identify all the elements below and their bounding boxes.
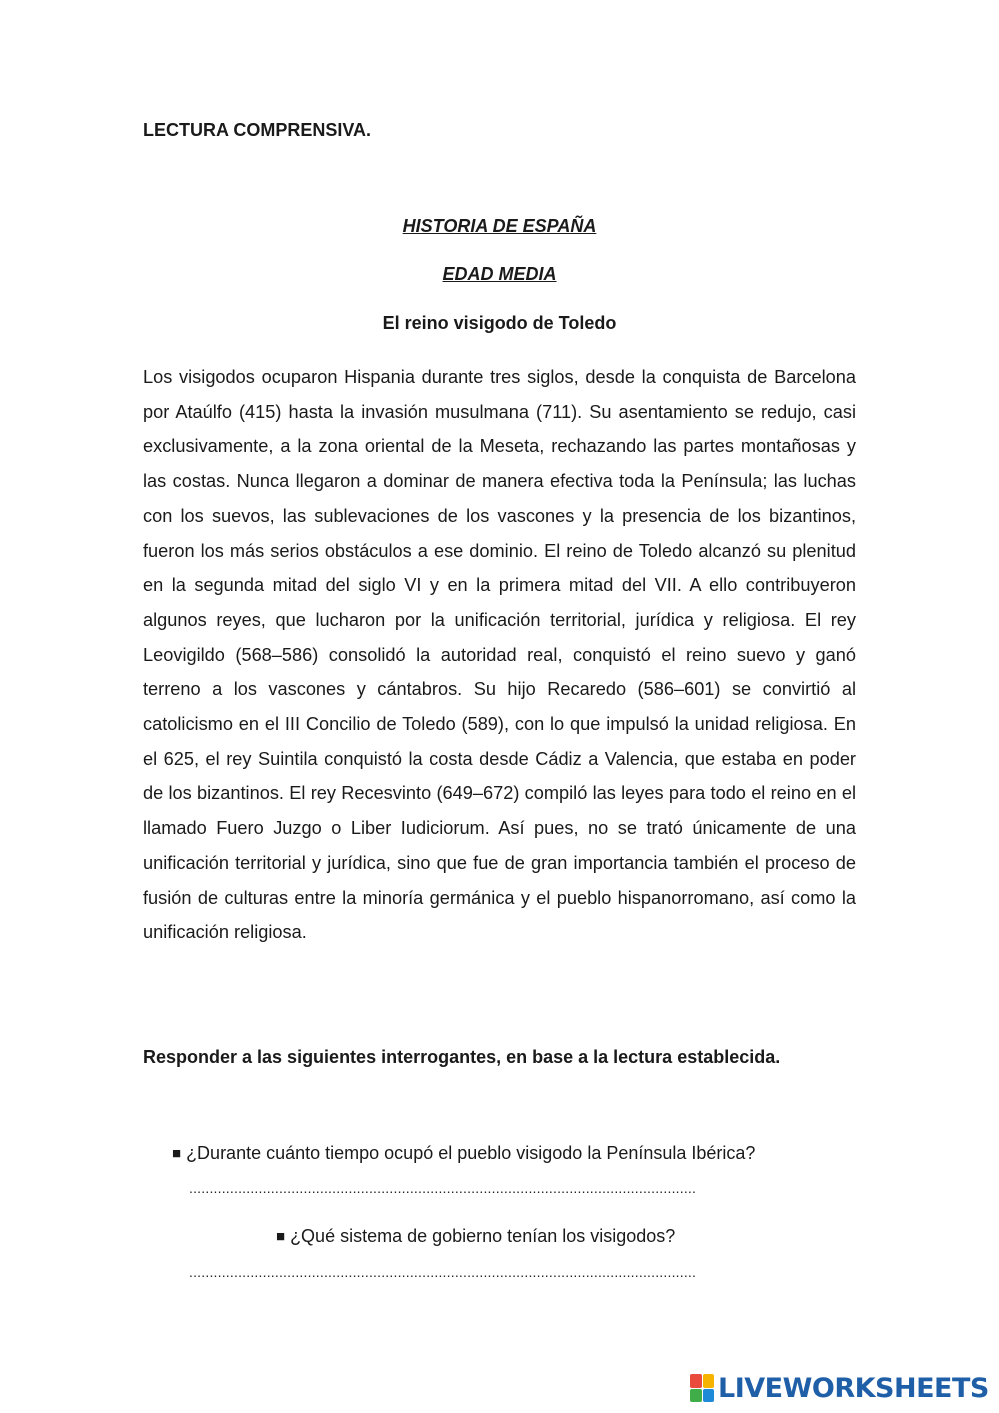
question-1-text: ¿Durante cuánto tiempo ocupó el pueblo visigodo la Península Ibérica? xyxy=(186,1143,756,1163)
bullet-icon: ■ xyxy=(276,1228,286,1245)
answer-field-2[interactable]: ............................................................................................................................ xyxy=(189,1264,697,1280)
reading-passage: Los visigodos ocuparon Hispania durante tres siglos, desde la conquista de Barcelona por Ataúlfo (415) hasta la invasión musulmana (711). Su asentamiento se redujo, casi exclusivamente, a la zona oriental de la Meseta, rechazando las partes montañosas y las costas. Nunca llegaron a dominar de manera efectiva toda la Península; las luchas con los suevos, las sublevaciones de los vascones y la presencia de los bizantinos, fueron los más serios obstáculos a ese dominio. El reino de Toledo alcanzó su plenitud en la segunda mitad del siglo VI y en la primera mitad del VII. A ello contribuyeron algunos reyes, que lucharon por la unificación territorial, jurídica y religiosa. El rey Leovigildo (568–586) consolidó la autoridad real, conquistó el reino suevo y ganó terreno a los vascones y cántabros. Su hijo Recaredo (586–601) se convirtió al catolicismo en el III Concilio de Toledo (589), con lo que impulsó la unidad religiosa. En el 625, el rey Suintila conquistó la costa desde Cádiz a Valencia, que estaba en poder de los bizantinos. El rey Recesvinto (649–672) compiló las leyes para todo el reino en el llamado Fuero Juzgo o Liber Iudiciorum. Así pues, no se trató únicamente de una unificación territorial y jurídica, sino que fue de gran importancia también el proceso de fusión de culturas entre la minoría germánica y el pueblo hispanorromano, así como la unificación religiosa. xyxy=(143,367,856,943)
main-title: HISTORIA DE ESPAÑA xyxy=(402,216,597,236)
question-2 xyxy=(276,1226,675,1247)
liveworksheets-logo xyxy=(690,1372,989,1404)
question-1 xyxy=(172,1143,755,1164)
logo-text: LIVEWORKSHEETS xyxy=(718,1372,989,1404)
subtitle: EDAD MEDIA xyxy=(442,264,557,284)
liveworksheets-logo-icon xyxy=(690,1374,714,1402)
bullet-icon: ■ xyxy=(172,1145,182,1162)
section-title: El reino visigodo de Toledo xyxy=(382,313,617,333)
instruction-text: Responder a las siguientes interrogantes, en base a la lectura establecida. xyxy=(143,1047,781,1067)
worksheet-heading: LECTURA COMPRENSIVA. xyxy=(143,120,372,140)
question-2-text: ¿Qué sistema de gobierno tenían los visigodos? xyxy=(290,1226,676,1246)
answer-field-1[interactable]: ............................................................................................................................ xyxy=(189,1180,697,1196)
